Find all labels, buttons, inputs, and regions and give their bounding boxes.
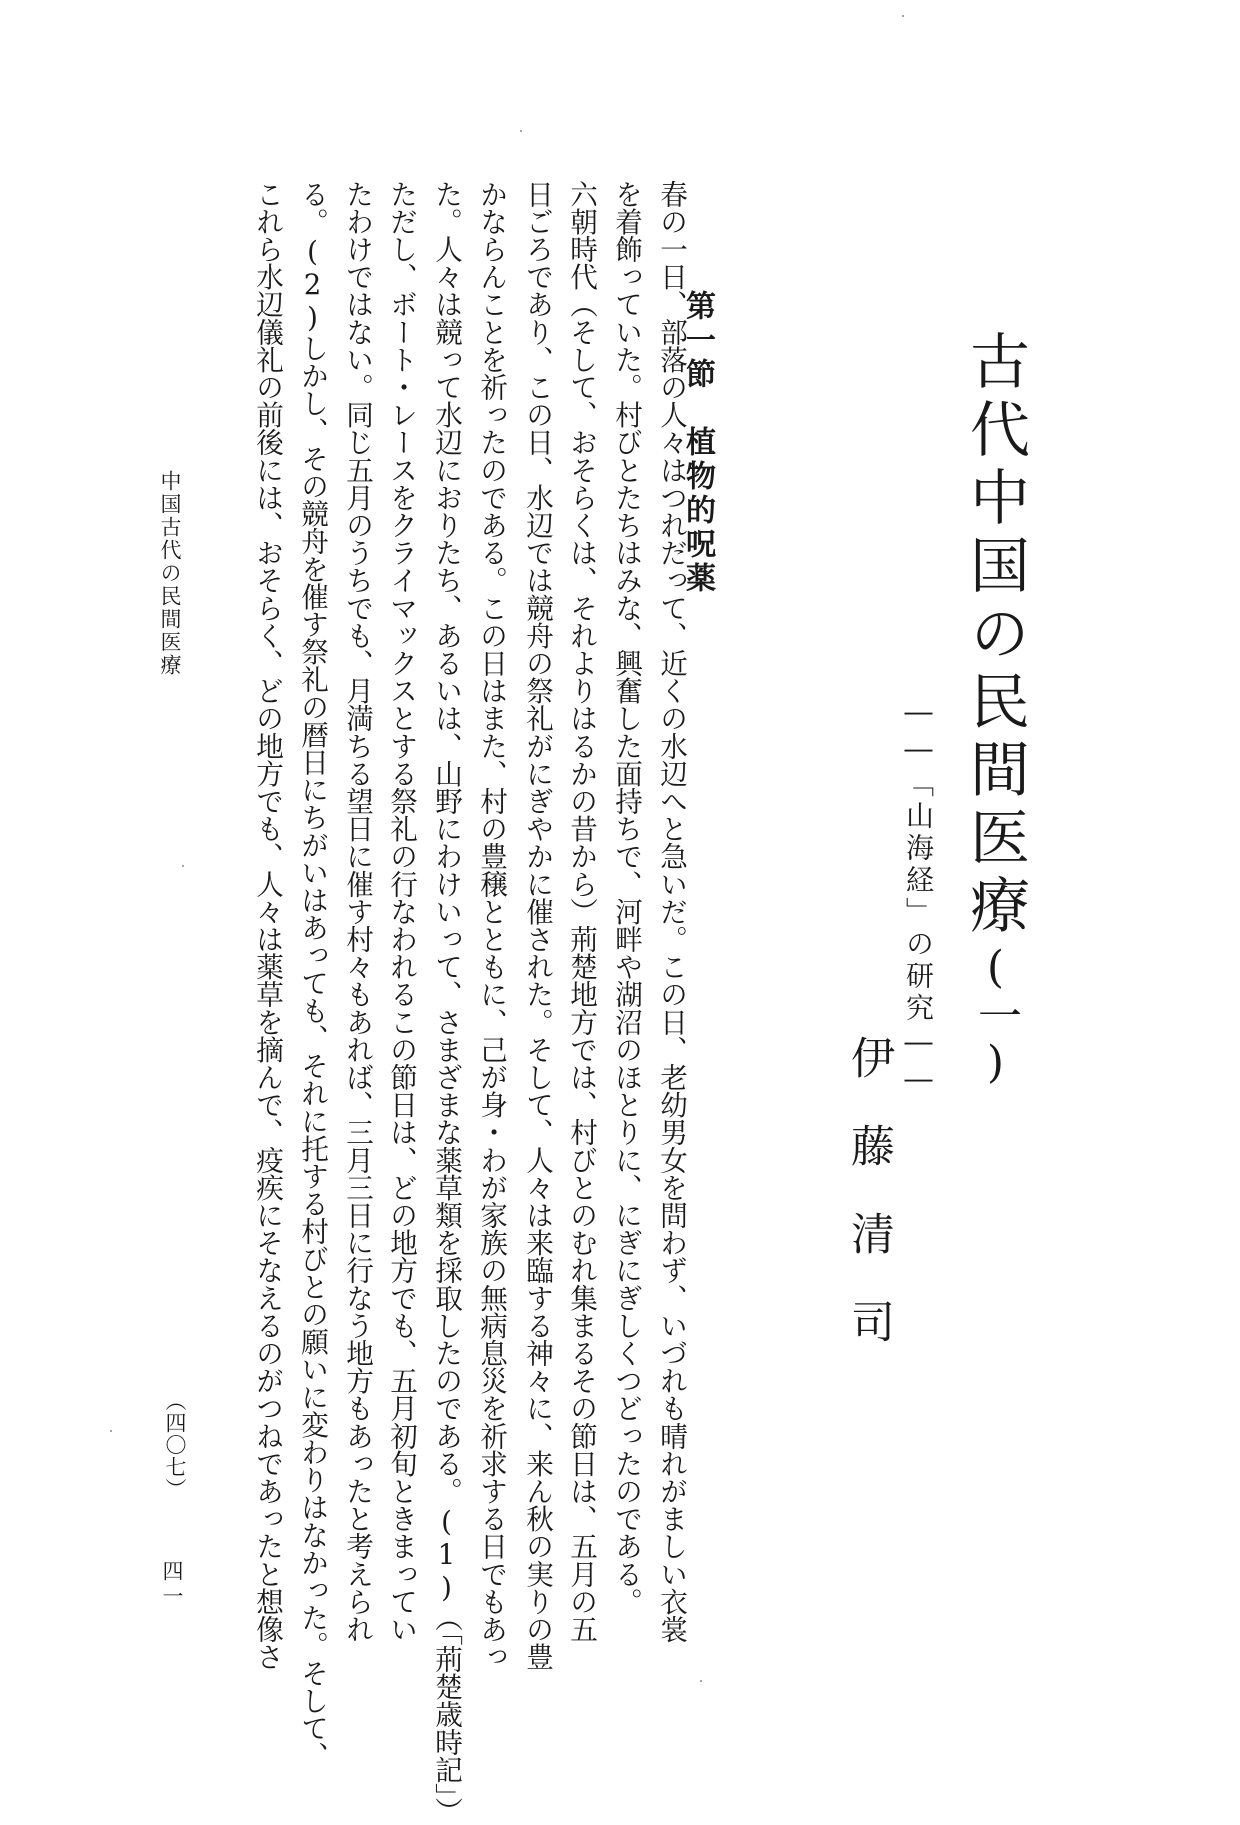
article-title-number: (一) — [970, 942, 1021, 1088]
body-column: た。人々は競って水辺におりたち、あるいは、山野にわけいって、さまざまな薬草類を採取したのである。(1)（「荊楚歳時記」） — [430, 180, 463, 1825]
body-column: ただし、ボート・レースをクライマックスとする祭礼の行なわれるこの節日は、どの地方でも、五月初旬ときまってい — [385, 180, 418, 1643]
body-column: かならんことを祈ったのである。この日はまた、村の豊穣とともに、己が身・わが家族の無病息災を祈求する日でもあっ — [475, 180, 508, 1671]
scan-speck — [902, 15, 904, 17]
running-title: 中国古代の民間医療 — [158, 470, 182, 677]
body-column: たわけではない。同じ五月のうちでも、月満ちる望日に催す村々もあれば、三月三日に行なう地方もあったと考えられ — [341, 180, 374, 1643]
author-name: 伊藤清司 — [843, 1035, 894, 1387]
scan-speck — [110, 1430, 112, 1432]
serial-page-number: （四〇七） — [163, 1390, 187, 1500]
scan-speck — [182, 865, 184, 867]
article-title-text: 古代中国の民間医療 — [960, 330, 1030, 942]
body-column: を着飾っていた。村びとたちはみな、興奮した面持ちで、河畔や湖沼のほとりに、にぎにぎしくつどったのである。 — [610, 180, 643, 1616]
page-number: 四一 — [160, 1560, 184, 1610]
article-subtitle: ――「山海経」の研究―― — [902, 695, 935, 1099]
body-column: る。(2)しかし、その競舟を催す祭礼の暦日にちがいはあっても、それに托する村びとの願いに変わりはなかった。そして、 — [296, 180, 329, 1770]
scan-speck — [520, 130, 522, 132]
body-text — [215, 180, 688, 1825]
body-column: 六朝時代（そして、おそらくは、それよりはるかの昔から）荊楚地方では、村びとのむれ集まるその節日は、五月の五 — [565, 180, 598, 1643]
article-title — [960, 330, 1030, 1088]
body-column: 春の一日、部落の人々はつれだって、近くの水辺へと急いだ。この日、老幼男女を問わず、いづれも晴れがましい衣裳 — [655, 180, 688, 1643]
section-heading: 第一節 植物的呪薬 — [680, 290, 715, 596]
body-column: これら水辺儀礼の前後には、おそらく、どの地方でも、人々は薬草を摘んで、疫疾にそなえるのがつねであったと想像さ — [251, 180, 284, 1671]
body-column: 日ごろであり、この日、水辺では競舟の祭礼がにぎやかに催された。そして、人々は来臨する神々に、来ん秋の実りの豊 — [521, 180, 554, 1671]
scan-speck — [700, 1680, 702, 1682]
